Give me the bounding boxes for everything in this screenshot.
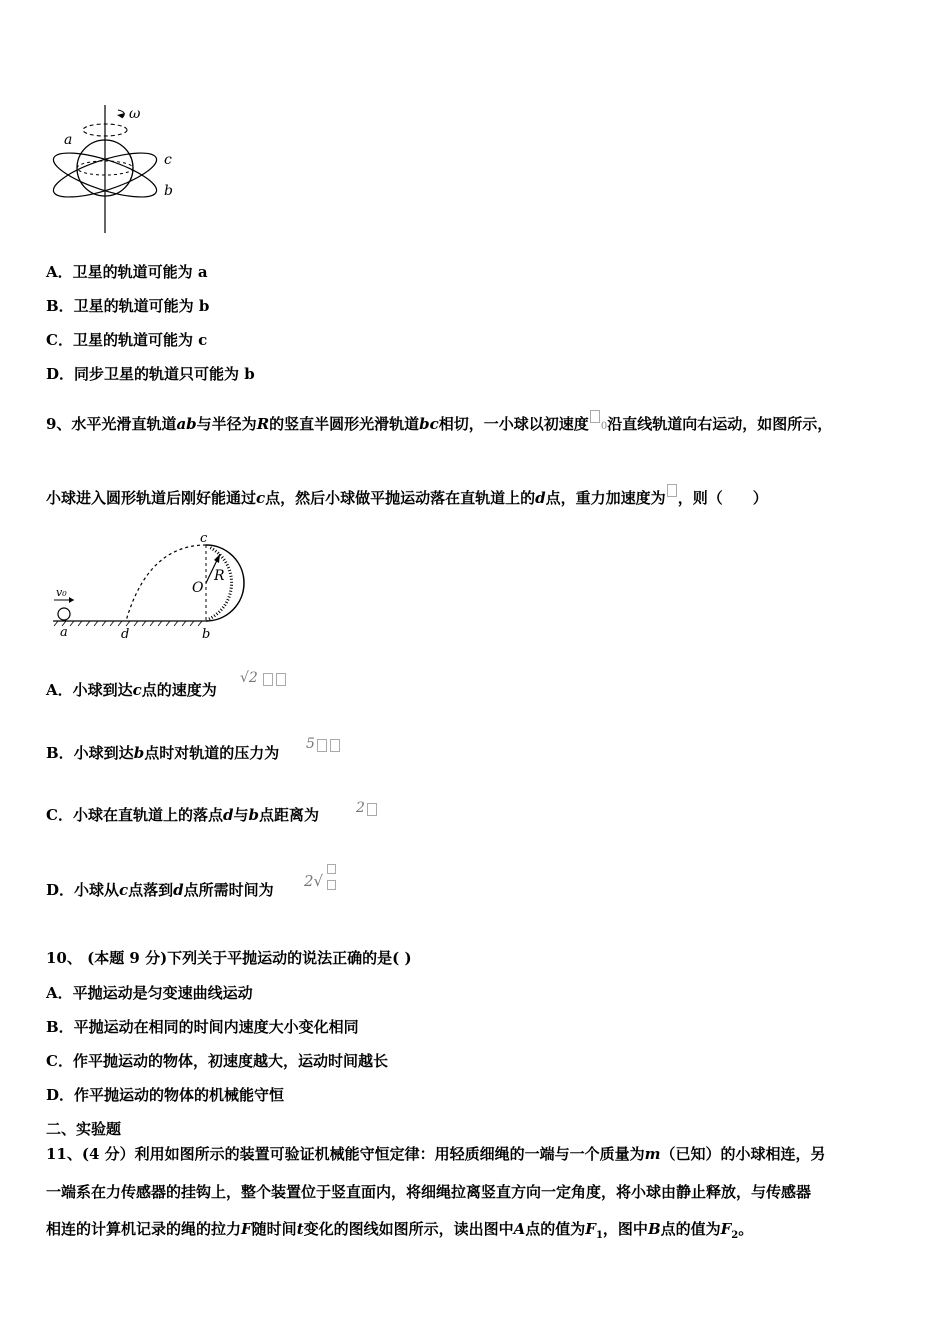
track-diagram xyxy=(48,530,268,645)
q10-stem: 10、 (本题 9 分)下列关于平抛运动的说法正确的是( ) xyxy=(46,949,412,967)
track-label-a: a xyxy=(60,625,68,640)
q9-stem-line2: 小球进入圆形轨道后刚好能通过c点，然后小球做平抛运动落在直轨道上的d点，重力加速度为 ，则（ ） xyxy=(46,484,768,508)
formula-placeholder xyxy=(263,673,273,686)
q9-option-b: B．小球到达b点时对轨道的压力为 xyxy=(46,744,280,762)
track-label-b: b xyxy=(202,627,211,642)
formula-2r: 2 xyxy=(356,800,365,816)
formula-sqrt-2gr: √2 xyxy=(240,670,258,686)
formula-placeholder xyxy=(327,864,336,874)
fig1-omega: ω xyxy=(129,106,141,122)
formula-placeholder xyxy=(317,739,327,752)
fig1-label-b: b xyxy=(164,183,173,199)
formula-placeholder xyxy=(276,673,286,686)
formula-placeholder xyxy=(367,803,377,816)
section-heading: 二、实验题 xyxy=(46,1120,122,1138)
q10-option-b: B．平抛运动在相同的时间内速度大小变化相同 xyxy=(46,1018,359,1036)
q11-line1: 11、(4 分）利用如图所示的装置可验证机械能守恒定律：用轻质细绳的一端与一个质量为m（已知）的小球相连，另 xyxy=(46,1145,826,1163)
q8-option-b: B．卫星的轨道可能为 b xyxy=(46,297,210,315)
track-label-v0: v₀ xyxy=(56,586,67,599)
q9-option-c: C．小球在直轨道上的落点d与b点距离为 xyxy=(46,806,319,824)
q9-stem-line1: 9、水平光滑直轨道ab与半径为R的竖直半圆形光滑轨道bc相切，一小球以初速度 0沿直线轨道向右运动，如图所示， xyxy=(46,410,832,437)
formula-5mg: 5 xyxy=(306,736,315,752)
formula-placeholder xyxy=(327,880,336,890)
track-label-R: R xyxy=(214,568,225,584)
track-label-d: d xyxy=(121,627,130,642)
orbit-diagram xyxy=(40,100,180,240)
formula-2sqrt-r-over-g: 2√ xyxy=(304,872,324,890)
q8-option-c: C．卫星的轨道可能为 c xyxy=(46,331,208,349)
track-label-c: c xyxy=(200,531,208,546)
q10-option-d: D．作平抛运动的物体的机械能守恒 xyxy=(46,1086,285,1104)
q11-line3: 相连的计算机记录的绳的拉力F随时间t变化的图线如图所示，读出图中A点的值为$F_1$，图中B点的值为$F_2$。 xyxy=(46,1220,754,1241)
formula-placeholder xyxy=(330,739,340,752)
q8-option-d: D．同步卫星的轨道只可能为 b xyxy=(46,365,255,383)
q9-option-d: D．小球从c点落到d点所需时间为 xyxy=(46,881,274,899)
q11-line2: 一端系在力传感器的挂钩上，整个装置位于竖直面内，将细绳拉离竖直方向一定角度，将小球由静止释放，与传感器 xyxy=(46,1183,812,1201)
formula-placeholder xyxy=(667,484,677,497)
track-label-O: O xyxy=(192,580,204,596)
q10-option-c: C．作平抛运动的物体，初速度越大，运动时间越长 xyxy=(46,1052,388,1070)
fig1-label-c: c xyxy=(164,152,172,168)
formula-placeholder xyxy=(590,410,600,423)
q8-option-a: A．卫星的轨道可能为 a xyxy=(46,263,208,281)
q9-option-a: A．小球到达c点的速度为 xyxy=(46,681,217,699)
fig1-label-a: a xyxy=(64,132,73,148)
q10-option-a: A．平抛运动是匀变速曲线运动 xyxy=(46,984,253,1002)
